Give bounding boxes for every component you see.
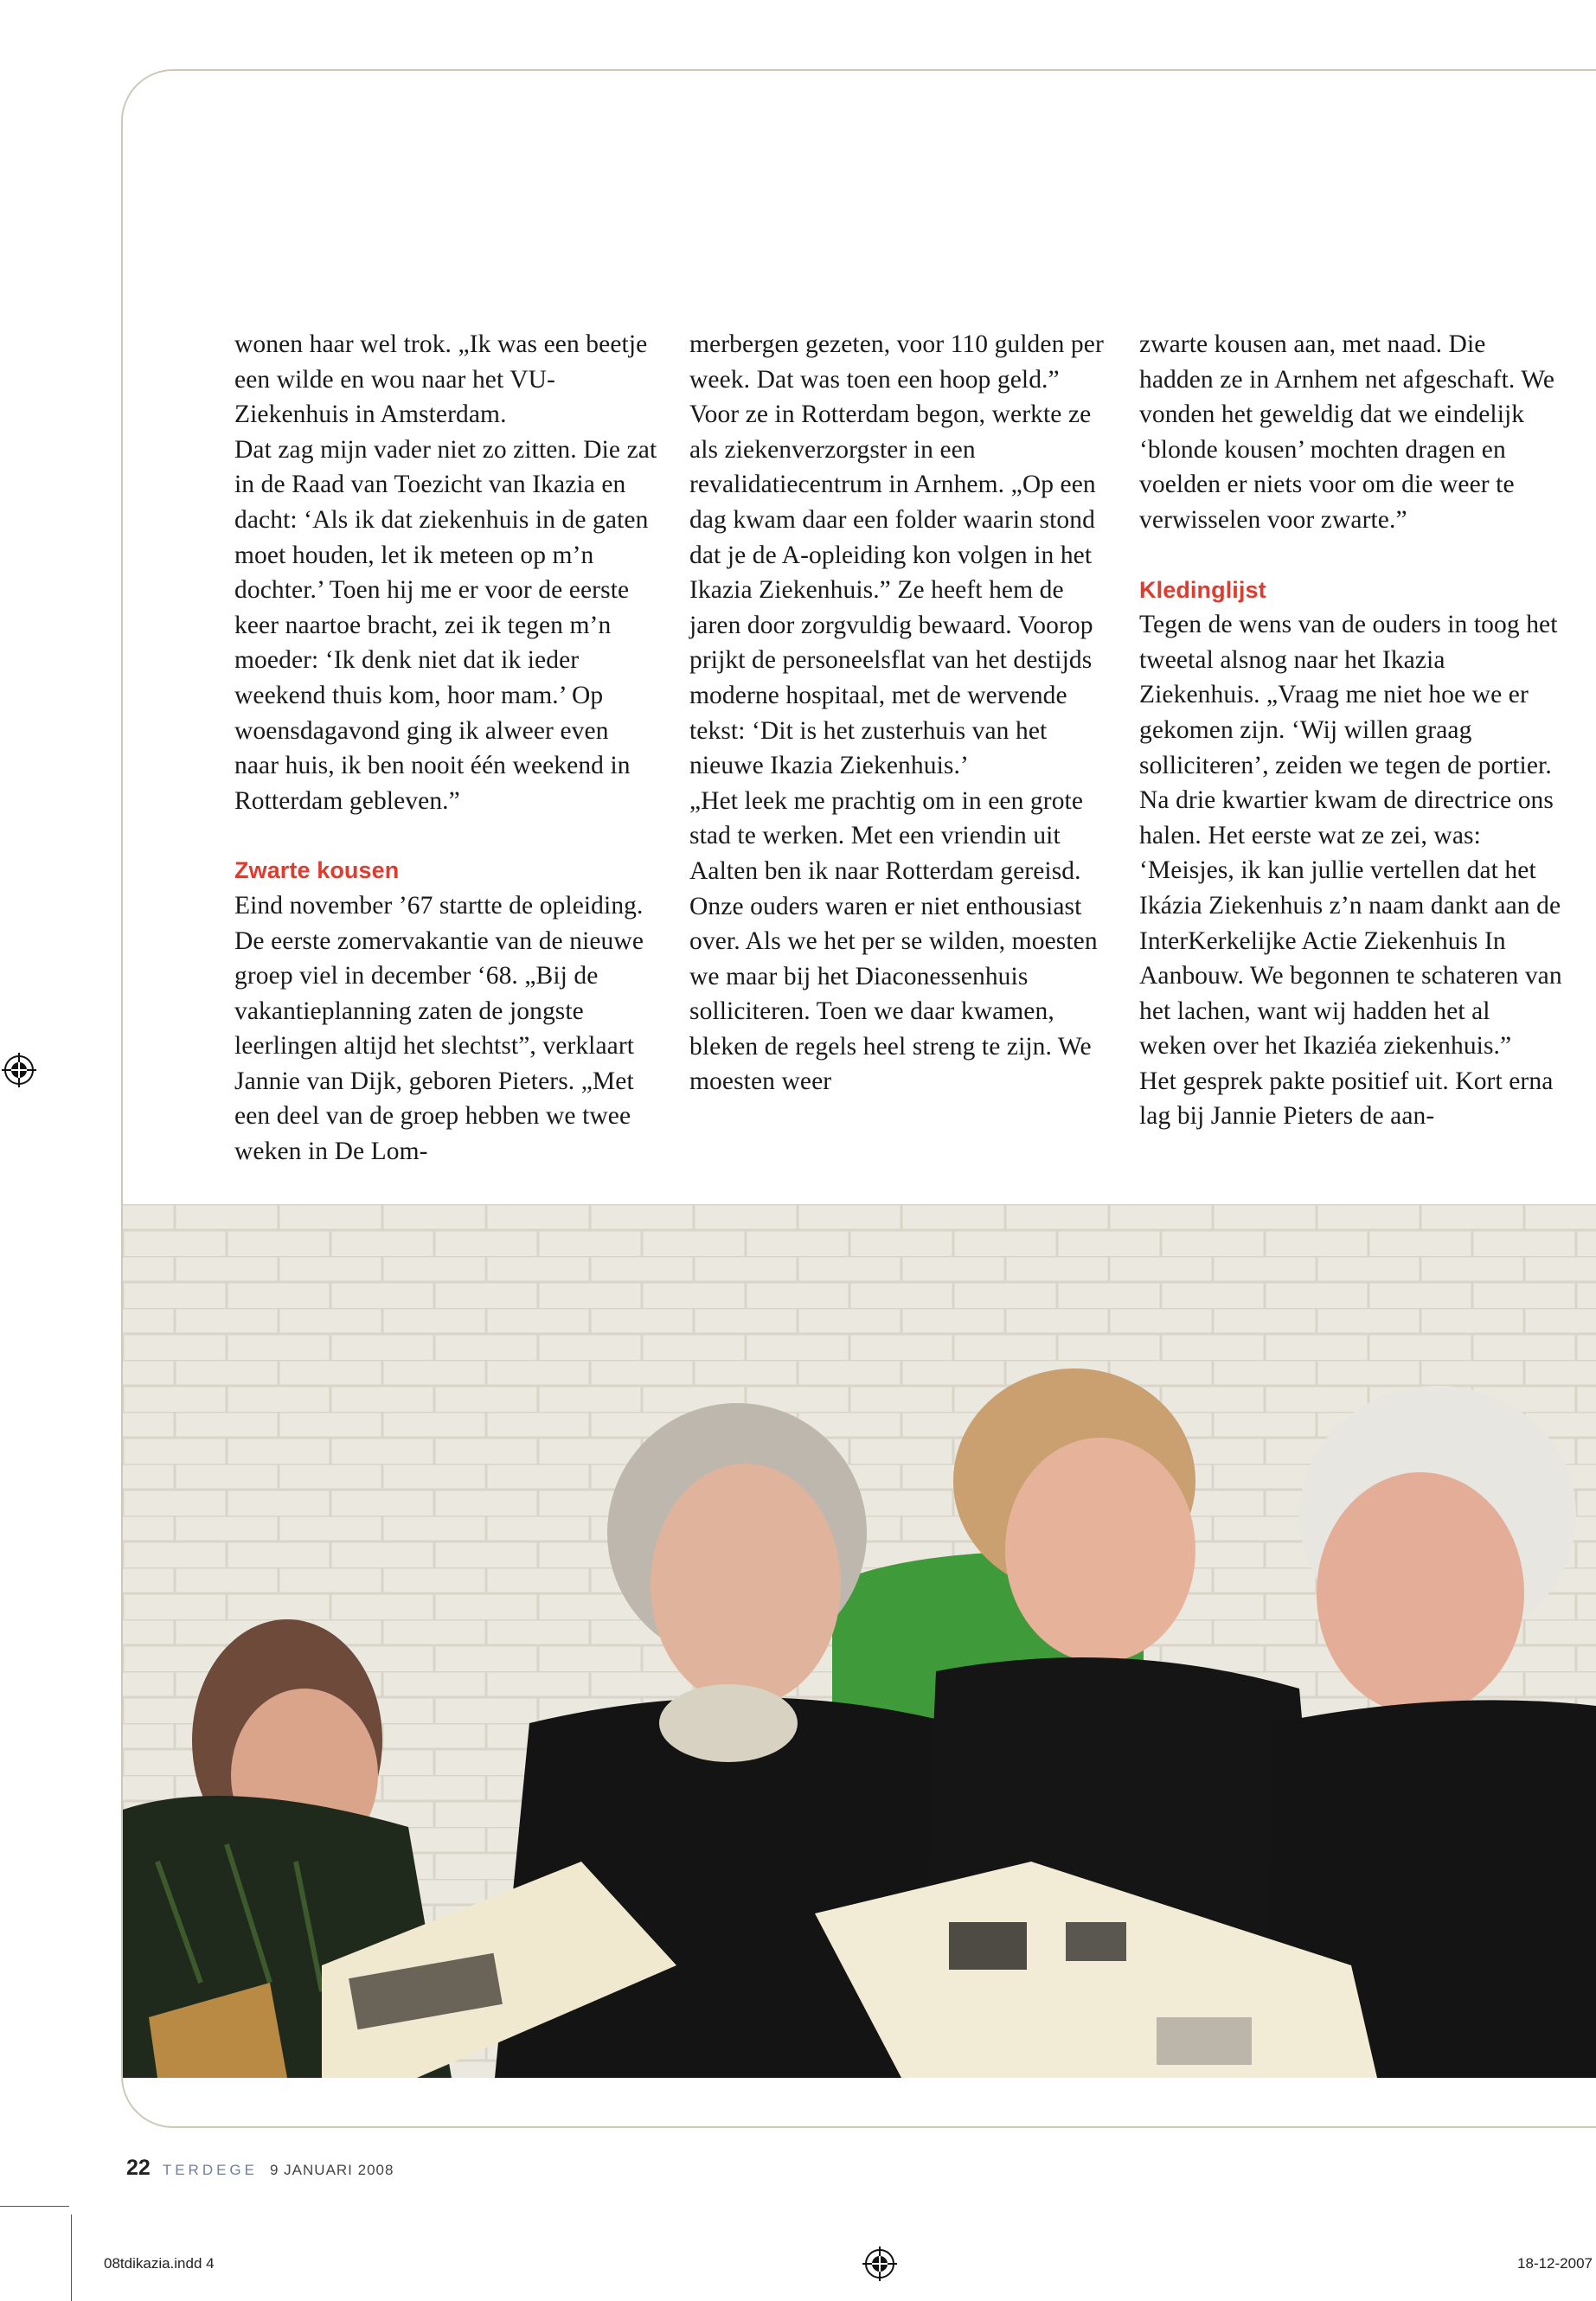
crop-mark-horizontal (0, 2206, 69, 2207)
slug-date: 18-12-2007 (1517, 2255, 1593, 2272)
article-column-2 (689, 327, 1113, 1099)
body-paragraph: Voor ze in Rotterdam begon, werkte ze als ziekenverzorgster in een revalidatiecentrum in Arnhem. „Op een dag kwam daar een folder waarin stond dat je de A-opleiding kon volgen in het Ikazia Ziekenhuis.” Ze heeft hem de jaren door zorgvuldig bewaard. Voorop prijkt de personeelsflat van het destijds moderne hospitaal, met de wervende tekst: ‘Dit is het zusterhuis van het nieuwe Ikazia Ziekenhuis.’ (689, 401, 1096, 780)
body-paragraph: Het gesprek pakte positief uit. Kort erna lag bij Jannie Pieters de aan- (1139, 1067, 1554, 1131)
magazine-name: TERDEGE (162, 2162, 258, 2178)
registration-mark-icon (2, 1053, 36, 1087)
body-paragraph: „Het leek me prachtig om in een grote stad te werken. Met een vriendin uit Aalten ben ik naar Rotterdam gereisd. Onze ouders waren er niet enthousiast over. Als we het per se wilden, moesten we maar bij het Diaconessenhuis solliciteren. Toen we daar kwamen, bleken de regels heel streng te zijn. We moesten weer (689, 786, 1098, 1096)
body-paragraph: Eind november ’67 startte de opleiding. De eerste zomervakantie van de nieuwe groep viel in december ‘68. „Bij de vakantieplanning zaten de jongste leerlingen altijd het slechtst”, verklaart Jannie van Dijk, geboren Pieters. „Met een deel van de groep hebben we twee weken in De Lom- (234, 891, 644, 1166)
registration-mark-icon (862, 2247, 897, 2281)
slug-filename: 08tdikazia.indd 4 (104, 2255, 215, 2272)
body-paragraph: zwarte kousen aan, met naad. Die hadden ze in Arnhem net afgeschaft. We vonden het geweldig dat we eindelijk ‘blonde kousen’ mochten dragen en voelden er niets voor om die weer te verwisselen voor zwarte.” (1139, 330, 1555, 534)
issue-date: 9 JANUARI 2008 (270, 2162, 394, 2178)
body-paragraph: wonen haar wel trok. „Ik was een beetje een wilde en wou naar het VU-Ziekenhuis in Amsterdam. (234, 330, 648, 429)
subheading-zwarte-kousen: Zwarte kousen (234, 857, 400, 884)
page-number: 22 (126, 2156, 151, 2180)
body-paragraph: Dat zag mijn vader niet zo zitten. Die zat in de Raad van Toezicht van Ikazia en dacht: ‘Als ik dat ziekenhuis in de gaten moet houden, let ik meteen op m’n dochter.’ Toen hij me er voor de eerste keer naartoe bracht, zei ik tegen m’n moeder: ‘Ik denk niet dat ik ieder weekend thuis kom, hoor mam.’ Op woensdagavond ging ik alweer even naar huis, ik ben nooit één weekend in Rotterdam gebleven.” (234, 435, 657, 815)
article-column-3 (1139, 327, 1563, 1134)
body-paragraph: merbergen gezeten, voor 110 gulden per week. Dat was toen een hoop geld.” (689, 330, 1104, 394)
body-paragraph: Tegen de wens van de ouders in toog het tweetal alsnog naar het Ikazia Ziekenhuis. „Vraag me niet hoe we er gekomen zijn. ‘Wij willen graag solliciteren’, zeiden we tegen de portier. Na drie kwartier kwam de directrice ons halen. Het eerste wat ze zei, was: ‘Meisjes, ik kan jullie vertellen dat het Ikázia Ziekenhuis z’n naam dankt aan de InterKerkelijke Actie Ziekenhuis In Aanbouw. We begonnen te schateren van het lachen, want wij hadden het al weken over het Ikaziéa ziekenhuis.” (1139, 611, 1562, 1061)
crop-mark-vertical (71, 2214, 72, 2301)
page-footer (126, 2156, 394, 2181)
article-column-1 (234, 327, 658, 1170)
subheading-kledinglijst: Kledinglijst (1139, 576, 1266, 603)
article-photo (123, 1204, 1596, 2078)
